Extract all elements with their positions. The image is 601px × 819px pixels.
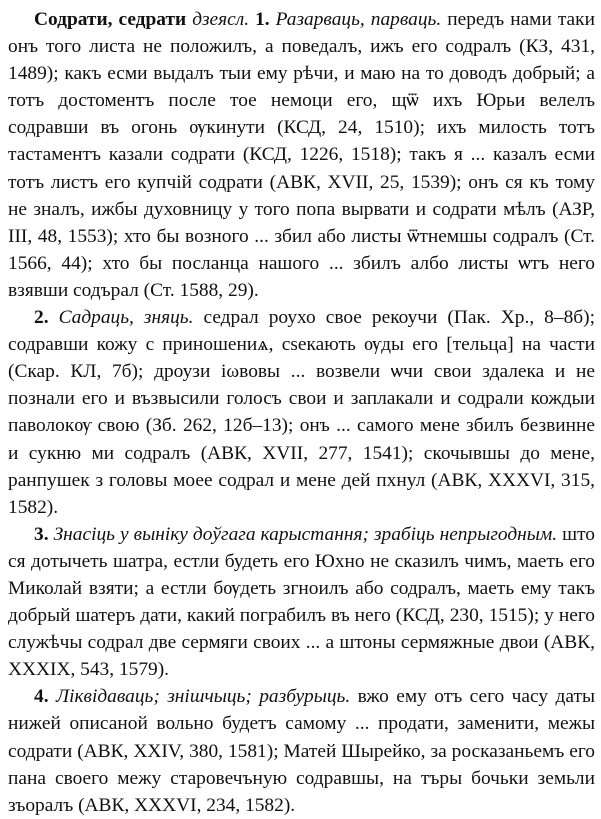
entry-headword: Содрати, седрати [34,9,187,30]
sense-3-gloss: Знасіць у выніку доўгага карыстання; зрабіць непрыгодным. [53,523,558,545]
entry-sense-2 [8,304,595,521]
sense-3-number: 3. [34,523,49,545]
entry-grammar-label: дзеясл. [192,9,250,30]
sense-3-citations: што ся дотычеть шатра, естли будеть его Юхно не сказилъ чимъ, маеть его Миколай взяти; а естли бѹдеть згноилъ або содралъ, маеть ему такъ добрый шатеръ дати, какий пограбилъ въ него (КСД, 230, 1515); у него служѣчы содрал две сермяги своих ... а штоны сермяжные двои (АВК, XXXIX, 543, 1579). [8,523,595,681]
sense-2-number: 2. [34,307,49,329]
sense-4-gloss: Ліквідаваць; знішчыць; разбурыць. [55,686,351,708]
sense-2-citations: седрал роухо свое рекоучи (Пак. Хр., 8–8б); содравши кожу с приношениѧ, сѕекають ѹды его [тельца] на части (Скар. КЛ, 7б); дроузи iωвовы ... возвели ѡчи свои здалека и не познали его и възвысили голосъ свои и заплакали и содрали кождыи паволокѹ свою (Зб. 262, 12б–13); онъ ... самого мене збилъ безвинне и сукню ми содралъ (АВК, XVII, 277, 1541); скочывшы до мене, ранпушек з головы моее содрал и мене дей пхнул (АВК, XXXVI, 315, 1582). [8,307,595,518]
sense-1-number: 1. [255,9,270,30]
sense-4-number: 4. [34,686,49,708]
entry-sense-4 [8,683,595,818]
sense-2-gloss: Садраць, зняць. [58,307,194,329]
sense-1-citations: передъ нами таки онъ того листа не положилъ, а поведалъ, ижъ его содралъ (КЗ, 431, 1489); какъ есми выдалъ тыи ему рѣчи, и маю на то доводъ добрый; а тотъ достоментъ после тое немоци его, щѿ ихъ Юрьи велелъ содравши въ огонь ѹкинути (КСД, 24, 1510); ихъ милость тотъ тастаментъ казали содрати (КСД, 1226, 1518); такъ я ... казалъ есми тотъ листъ его купчій содрати (АВК, XVII, 25, 1539); онъ ся къ тому не зналъ, ижбы духовницу у того попа вырвати и содрати мѣлъ (АЗР, III, 48, 1553); хто бы возного ... збил або листы ѿтнемшы содралъ (Ст. 1566, 44); хто бы посланца нашого ... збилъ албо листы ѡтъ него взявши содърал (Ст. 1588, 29). [8,9,595,301]
entry-sense-1 [8,6,595,304]
entry-sense-3 [8,521,595,684]
sense-1-gloss: Разарваць, парваць. [275,9,442,30]
sense-4-citations: вжо ему отъ сего часу даты нижей описаной вольно будетъ самому ... продати, заменити, межы содрати (АВК, XXIV, 380, 1581); Матей Шырейко, за росказаньемъ его пана своего межу старовечъную содравшы, на търы бочьки земьли зъоралъ (АВК, XXXVI, 234, 1582). [8,686,595,816]
